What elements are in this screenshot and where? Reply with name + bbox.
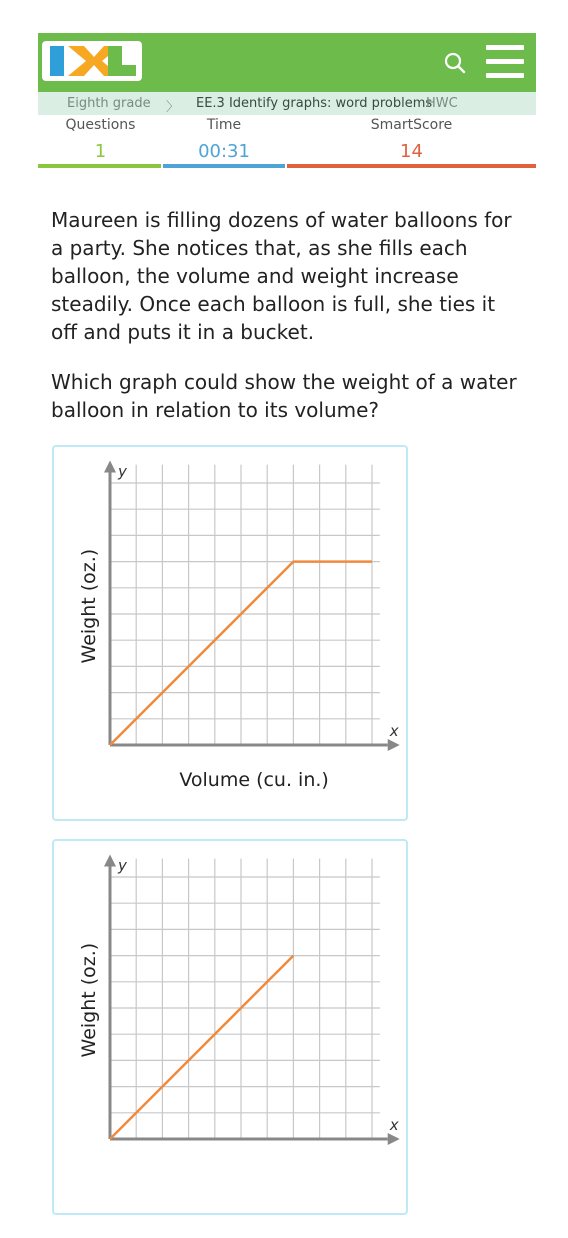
graph-1 — [54, 447, 406, 819]
stats-panel — [38, 115, 536, 168]
questions-value: 1 — [94, 141, 107, 162]
search-icon[interactable] — [443, 51, 467, 75]
y-axis-label: Weight (oz.) — [78, 942, 100, 1058]
time-label: Time — [206, 117, 242, 133]
questions-bar — [38, 164, 161, 168]
x-axis-label: Volume (cu. in.) — [179, 769, 329, 791]
time-bar — [163, 164, 285, 168]
time-value: 00:31 — [198, 141, 250, 162]
y-axis-label: Weight (oz.) — [78, 548, 100, 664]
x-axis-arrow — [388, 1133, 400, 1145]
hamburger-menu-icon[interactable] — [486, 45, 524, 79]
smartscore-value: 14 — [400, 141, 423, 162]
breadcrumb-grade[interactable]: Eighth grade — [67, 96, 151, 111]
question-prompt: Which graph could show the weight of a water balloon in relation to its volume? — [51, 370, 517, 422]
answer-choice-1[interactable] — [52, 445, 408, 821]
question-text: Maureen is filling dozens of water balloons for a party. She notices that, as she fills each balloon, the volume and weight increase steadily. Once each balloon is full, she ties it off and puts it in a bucket. — [51, 208, 512, 344]
logo-letter-l — [108, 46, 136, 76]
breadcrumb-separator: 〉 — [166, 100, 180, 115]
breadcrumb-tag: HWC — [426, 96, 458, 111]
y-axis-arrow — [104, 855, 116, 867]
y-axis-arrow — [104, 461, 116, 473]
questions-label: Questions — [65, 117, 136, 133]
ixl-logo-mark — [42, 41, 142, 81]
x-axis-symbol: x — [389, 722, 399, 740]
x-axis-symbol: x — [389, 1116, 399, 1134]
smartscore-label: SmartScore — [370, 117, 453, 133]
top-bar — [38, 33, 536, 92]
breadcrumb-skill[interactable]: EE.3 Identify graphs: word problems — [196, 96, 433, 111]
answer-choice-2[interactable] — [52, 839, 408, 1215]
smartscore-bar — [287, 164, 536, 168]
logo-letter-i — [50, 46, 64, 76]
graph-2 — [54, 841, 406, 1213]
ixl-logo[interactable] — [42, 41, 142, 81]
y-axis-symbol: y — [118, 856, 127, 875]
y-axis-symbol: y — [118, 462, 127, 481]
breadcrumb — [38, 92, 536, 115]
data-line — [110, 956, 293, 1139]
x-axis-arrow — [388, 739, 400, 751]
